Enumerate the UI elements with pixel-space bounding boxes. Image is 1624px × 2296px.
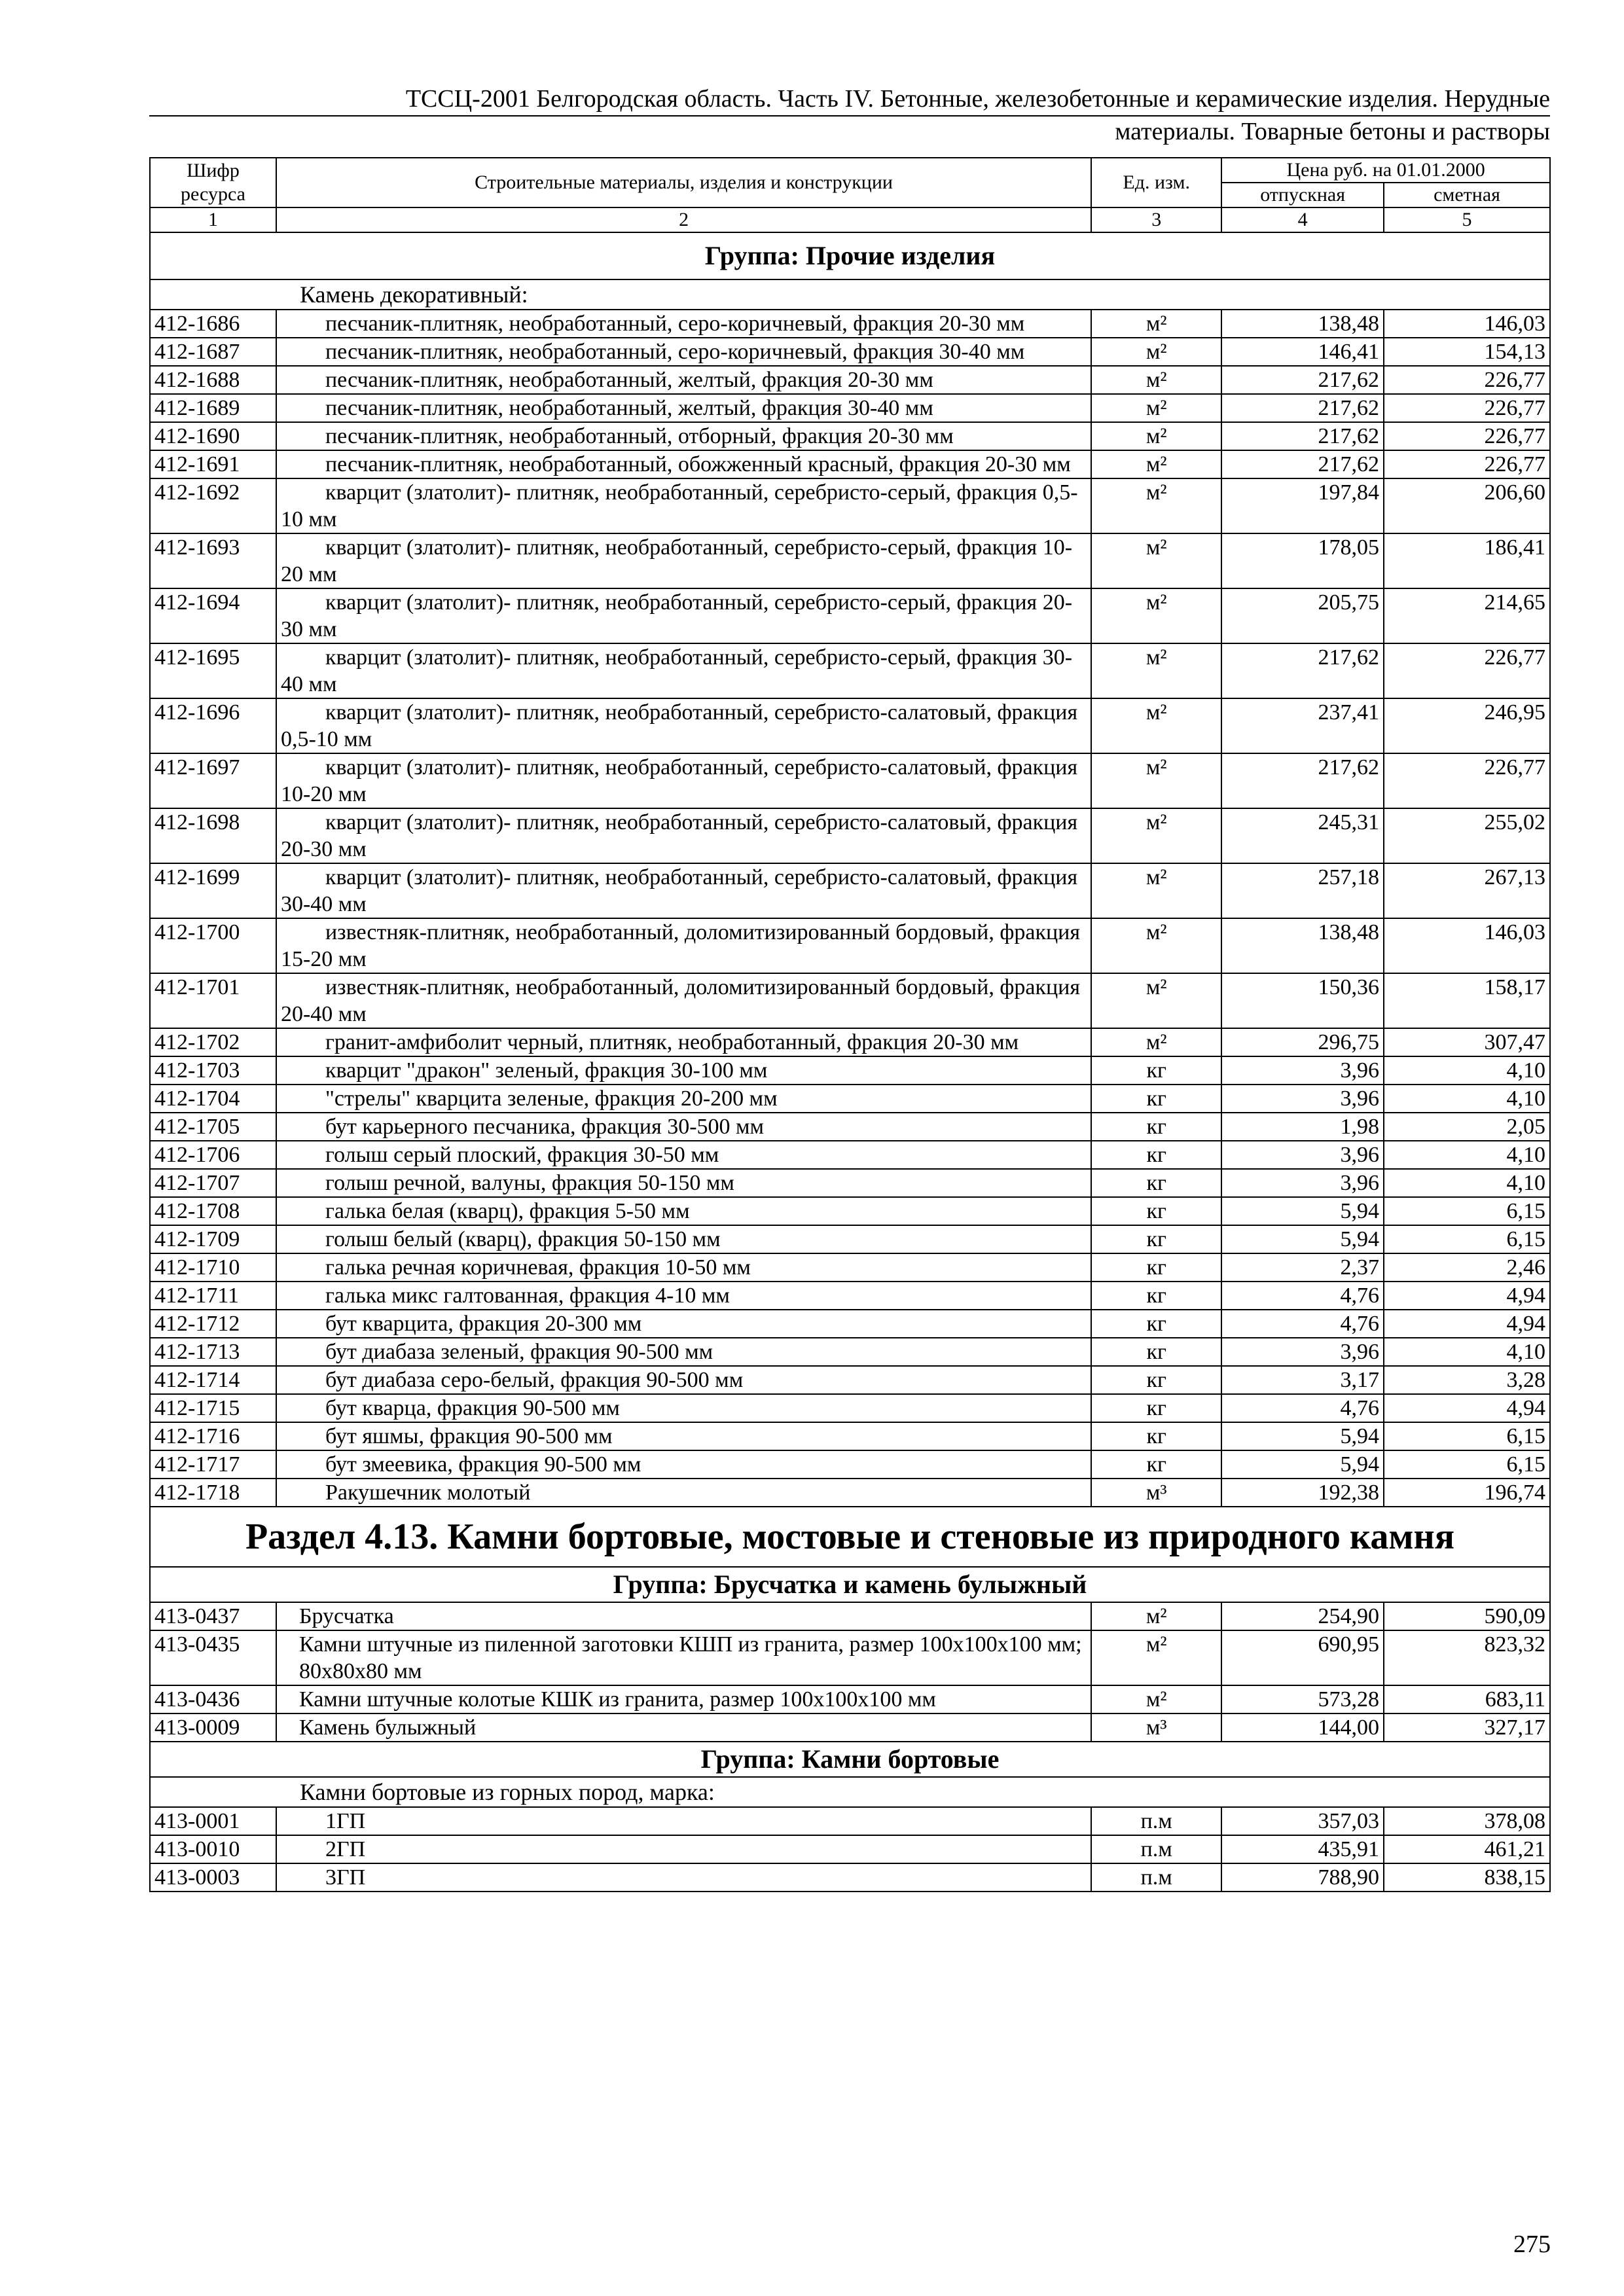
table-row — [150, 1113, 1550, 1141]
release-price-cell: 254,90 — [1221, 1602, 1384, 1630]
table-row — [150, 1366, 1550, 1394]
material-name-cell: кварцит "дракон" зеленый, фракция 30-100 мм — [276, 1056, 1091, 1085]
release-price-cell: 150,36 — [1221, 973, 1384, 1028]
unit-cell: кг — [1091, 1253, 1221, 1282]
release-price-cell: 1,98 — [1221, 1113, 1384, 1141]
estimate-price-cell: 226,77 — [1384, 753, 1550, 808]
unit-cell: м² — [1091, 533, 1221, 588]
table-row — [150, 1028, 1550, 1056]
release-price-cell: 237,41 — [1221, 698, 1384, 753]
material-name-cell: 2ГП — [276, 1835, 1091, 1863]
table-row — [150, 394, 1550, 422]
resource-code-cell: 412-1703 — [150, 1056, 276, 1085]
column-header-price: Цена руб. на 01.01.2000 — [1221, 158, 1550, 183]
table-row — [150, 478, 1550, 533]
group-title-row — [150, 232, 1550, 279]
group-rows — [150, 310, 1550, 1507]
unit-cell: м³ — [1091, 1479, 1221, 1507]
table-row — [150, 450, 1550, 478]
table-row — [150, 422, 1550, 450]
table-row — [150, 1338, 1550, 1366]
table-row — [150, 1863, 1550, 1892]
release-price-cell: 4,76 — [1221, 1310, 1384, 1338]
resource-code-cell: 413-0009 — [150, 1713, 276, 1742]
material-name-cell: песчаник-плитняк, необработанный, обожженный красный, фракция 20-30 мм — [276, 450, 1091, 478]
release-price-cell: 217,62 — [1221, 394, 1384, 422]
estimate-price-cell: 206,60 — [1384, 478, 1550, 533]
material-name-cell: кварцит (златолит)- плитняк, необработанный, серебристо-салатовый, фракция 30-40 мм — [276, 863, 1091, 918]
release-price-cell: 5,94 — [1221, 1450, 1384, 1479]
price-table-body — [150, 232, 1550, 310]
column-number: 3 — [1091, 207, 1221, 232]
release-price-cell: 788,90 — [1221, 1863, 1384, 1892]
column-header-name: Строительные материалы, изделия и конструкции — [276, 158, 1091, 207]
release-price-cell: 5,94 — [1221, 1197, 1384, 1225]
material-name-cell: 1ГП — [276, 1807, 1091, 1835]
estimate-price-cell: 307,47 — [1384, 1028, 1550, 1056]
estimate-price-cell: 4,10 — [1384, 1056, 1550, 1085]
release-price-cell: 3,96 — [1221, 1169, 1384, 1197]
estimate-price-cell: 2,05 — [1384, 1113, 1550, 1141]
resource-code-cell: 412-1699 — [150, 863, 276, 918]
material-name-cell: кварцит (златолит)- плитняк, необработанный, серебристо-серый, фракция 0,5-10 мм — [276, 478, 1091, 533]
unit-cell: м² — [1091, 753, 1221, 808]
unit-cell: кг — [1091, 1169, 1221, 1197]
column-number: 5 — [1384, 207, 1550, 232]
estimate-price-cell: 158,17 — [1384, 973, 1550, 1028]
unit-cell: м² — [1091, 698, 1221, 753]
unit-cell: кг — [1091, 1282, 1221, 1310]
material-name-cell: голыш речной, валуны, фракция 50-150 мм — [276, 1169, 1091, 1197]
table-row — [150, 753, 1550, 808]
estimate-price-cell: 6,15 — [1384, 1225, 1550, 1253]
resource-code-cell: 412-1713 — [150, 1338, 276, 1366]
estimate-price-cell: 4,94 — [1384, 1310, 1550, 1338]
table-row — [150, 588, 1550, 643]
estimate-price-cell: 214,65 — [1384, 588, 1550, 643]
resource-code-cell: 412-1704 — [150, 1085, 276, 1113]
material-name-cell: известняк-плитняк, необработанный, доломитизированный бордовый, фракция 15-20 мм — [276, 918, 1091, 973]
estimate-price-cell: 4,94 — [1384, 1394, 1550, 1422]
table-row — [150, 973, 1550, 1028]
material-name-cell: песчаник-плитняк, необработанный, желтый, фракция 20-30 мм — [276, 366, 1091, 394]
release-price-cell: 435,91 — [1221, 1835, 1384, 1863]
resource-code-cell: 412-1692 — [150, 478, 276, 533]
material-name-cell: бут змеевика, фракция 90-500 мм — [276, 1450, 1091, 1479]
resource-code-cell: 412-1689 — [150, 394, 276, 422]
unit-cell: кг — [1091, 1113, 1221, 1141]
section-block — [150, 1507, 1550, 1602]
column-numbers-row — [150, 207, 1550, 232]
unit-cell: м² — [1091, 918, 1221, 973]
material-name-cell: галька белая (кварц), фракция 5-50 мм — [276, 1197, 1091, 1225]
subgroup-title: Камень декоративный: — [150, 279, 1550, 310]
resource-code-cell: 413-0003 — [150, 1863, 276, 1892]
resource-code-cell: 412-1702 — [150, 1028, 276, 1056]
release-price-cell: 217,62 — [1221, 450, 1384, 478]
release-price-cell: 296,75 — [1221, 1028, 1384, 1056]
column-number: 1 — [150, 207, 276, 232]
resource-code-cell: 413-0436 — [150, 1685, 276, 1713]
release-price-cell: 217,62 — [1221, 422, 1384, 450]
unit-cell: кг — [1091, 1450, 1221, 1479]
estimate-price-cell: 246,95 — [1384, 698, 1550, 753]
release-price-cell: 257,18 — [1221, 863, 1384, 918]
estimate-price-cell: 226,77 — [1384, 643, 1550, 698]
release-price-cell: 3,17 — [1221, 1366, 1384, 1394]
page-number: 275 — [1513, 2231, 1551, 2258]
estimate-price-cell: 683,11 — [1384, 1685, 1550, 1713]
material-name-cell: бут яшмы, фракция 90-500 мм — [276, 1422, 1091, 1450]
group-title: Группа: Прочие изделия — [150, 232, 1550, 279]
group-rows — [150, 1807, 1550, 1892]
resource-code-cell: 412-1691 — [150, 450, 276, 478]
resource-code-cell: 412-1707 — [150, 1169, 276, 1197]
material-name-cell: галька речная коричневая, фракция 10-50 мм — [276, 1253, 1091, 1282]
resource-code-cell: 413-0001 — [150, 1807, 276, 1835]
table-row — [150, 338, 1550, 366]
unit-cell: кг — [1091, 1394, 1221, 1422]
table-row — [150, 1602, 1550, 1630]
estimate-price-cell: 4,10 — [1384, 1085, 1550, 1113]
unit-cell: м² — [1091, 1602, 1221, 1630]
material-name-cell: "стрелы" кварцита зеленые, фракция 20-200 мм — [276, 1085, 1091, 1113]
resource-code-cell: 412-1717 — [150, 1450, 276, 1479]
material-name-cell: кварцит (златолит)- плитняк, необработанный, серебристо-серый, фракция 10-20 мм — [276, 533, 1091, 588]
release-price-cell: 192,38 — [1221, 1479, 1384, 1507]
unit-cell: п.м — [1091, 1835, 1221, 1863]
header-title-line-1: ТССЦ-2001 Белгородская область. Часть IV. Бетонные, железобетонные и керамические изделия. Нерудные — [405, 85, 1550, 113]
group-rows — [150, 1602, 1550, 1742]
estimate-price-cell: 196,74 — [1384, 1479, 1550, 1507]
material-name-cell: бут карьерного песчаника, фракция 30-500 мм — [276, 1113, 1091, 1141]
unit-cell: м³ — [1091, 1713, 1221, 1742]
material-name-cell: кварцит (златолит)- плитняк, необработанный, серебристо-салатовый, фракция 20-30 мм — [276, 808, 1091, 863]
material-name-cell: Ракушечник молотый — [276, 1479, 1091, 1507]
price-table — [149, 157, 1551, 1892]
material-name-cell: кварцит (златолит)- плитняк, необработанный, серебристо-салатовый, фракция 10-20 мм — [276, 753, 1091, 808]
resource-code-cell: 412-1706 — [150, 1141, 276, 1169]
table-row — [150, 863, 1550, 918]
table-row — [150, 1085, 1550, 1113]
unit-cell: м² — [1091, 808, 1221, 863]
section-title-row — [150, 1507, 1550, 1567]
resource-code-cell: 412-1688 — [150, 366, 276, 394]
unit-cell: м² — [1091, 422, 1221, 450]
estimate-price-cell: 378,08 — [1384, 1807, 1550, 1835]
unit-cell: м² — [1091, 863, 1221, 918]
release-price-cell: 197,84 — [1221, 478, 1384, 533]
unit-cell: кг — [1091, 1056, 1221, 1085]
estimate-price-cell: 226,77 — [1384, 422, 1550, 450]
column-number: 4 — [1221, 207, 1384, 232]
unit-cell: м² — [1091, 973, 1221, 1028]
estimate-price-cell: 838,15 — [1384, 1863, 1550, 1892]
estimate-price-cell: 2,46 — [1384, 1253, 1550, 1282]
unit-cell: кг — [1091, 1422, 1221, 1450]
resource-code-cell: 412-1697 — [150, 753, 276, 808]
resource-code-cell: 412-1700 — [150, 918, 276, 973]
page-header — [149, 84, 1550, 147]
unit-cell: кг — [1091, 1141, 1221, 1169]
release-price-cell: 573,28 — [1221, 1685, 1384, 1713]
release-price-cell: 217,62 — [1221, 643, 1384, 698]
column-number: 2 — [276, 207, 1091, 232]
material-name-cell: Камни штучные из пиленной заготовки КШП из гранита, размер 100х100х100 мм; 80х80х80 мм — [276, 1630, 1091, 1685]
material-name-cell: песчаник-плитняк, необработанный, серо-коричневый, фракция 30-40 мм — [276, 338, 1091, 366]
table-row — [150, 1310, 1550, 1338]
table-row — [150, 808, 1550, 863]
unit-cell: п.м — [1091, 1863, 1221, 1892]
header-title-line-2: материалы. Товарные бетоны и растворы — [1115, 118, 1550, 145]
table-row — [150, 1807, 1550, 1835]
estimate-price-cell: 255,02 — [1384, 808, 1550, 863]
table-row — [150, 1197, 1550, 1225]
material-name-cell: известняк-плитняк, необработанный, доломитизированный бордовый, фракция 20-40 мм — [276, 973, 1091, 1028]
column-header-code: Шифр ресурса — [150, 158, 276, 207]
estimate-price-cell: 267,13 — [1384, 863, 1550, 918]
table-row — [150, 1169, 1550, 1197]
estimate-price-cell: 154,13 — [1384, 338, 1550, 366]
unit-cell: кг — [1091, 1310, 1221, 1338]
material-name-cell: гранит-амфиболит черный, плитняк, необработанный, фракция 20-30 мм — [276, 1028, 1091, 1056]
release-price-cell: 3,96 — [1221, 1141, 1384, 1169]
table-row — [150, 1282, 1550, 1310]
unit-cell: кг — [1091, 1366, 1221, 1394]
resource-code-cell: 412-1709 — [150, 1225, 276, 1253]
column-header-price-release: отпускная — [1221, 183, 1384, 207]
release-price-cell: 217,62 — [1221, 366, 1384, 394]
resource-code-cell: 412-1705 — [150, 1113, 276, 1141]
estimate-price-cell: 3,28 — [1384, 1366, 1550, 1394]
release-price-cell: 5,94 — [1221, 1225, 1384, 1253]
material-name-cell: песчаник-плитняк, необработанный, отборный, фракция 20-30 мм — [276, 422, 1091, 450]
release-price-cell: 3,96 — [1221, 1056, 1384, 1085]
estimate-price-cell: 226,77 — [1384, 450, 1550, 478]
unit-cell: м² — [1091, 310, 1221, 338]
subgroup-title-row — [150, 279, 1550, 310]
estimate-price-cell: 146,03 — [1384, 918, 1550, 973]
group-title: Группа: Камни бортовые — [150, 1742, 1550, 1777]
estimate-price-cell: 6,15 — [1384, 1197, 1550, 1225]
resource-code-cell: 412-1690 — [150, 422, 276, 450]
estimate-price-cell: 4,94 — [1384, 1282, 1550, 1310]
estimate-price-cell: 4,10 — [1384, 1338, 1550, 1366]
estimate-price-cell: 186,41 — [1384, 533, 1550, 588]
unit-cell: кг — [1091, 1225, 1221, 1253]
resource-code-cell: 412-1701 — [150, 973, 276, 1028]
table-row — [150, 1225, 1550, 1253]
material-name-cell: бут кварца, фракция 90-500 мм — [276, 1394, 1091, 1422]
unit-cell: кг — [1091, 1197, 1221, 1225]
material-name-cell: бут диабаза серо-белый, фракция 90-500 мм — [276, 1366, 1091, 1394]
resource-code-cell: 412-1694 — [150, 588, 276, 643]
unit-cell: п.м — [1091, 1807, 1221, 1835]
unit-cell: м² — [1091, 394, 1221, 422]
group-title: Группа: Брусчатка и камень булыжный — [150, 1567, 1550, 1602]
estimate-price-cell: 4,10 — [1384, 1141, 1550, 1169]
table-row — [150, 1450, 1550, 1479]
unit-cell: м² — [1091, 588, 1221, 643]
group-title-row — [150, 1567, 1550, 1602]
release-price-cell: 138,48 — [1221, 310, 1384, 338]
estimate-price-cell: 327,17 — [1384, 1713, 1550, 1742]
table-row — [150, 1056, 1550, 1085]
column-header-unit: Ед. изм. — [1091, 158, 1221, 207]
release-price-cell: 245,31 — [1221, 808, 1384, 863]
subgroup-title: Камни бортовые из горных пород, марка: — [150, 1777, 1550, 1807]
table-row — [150, 1422, 1550, 1450]
resource-code-cell: 412-1714 — [150, 1366, 276, 1394]
section-title: Раздел 4.13. Камни бортовые, мостовые и стеновые из природного камня — [150, 1507, 1550, 1567]
resource-code-cell: 412-1710 — [150, 1253, 276, 1282]
estimate-price-cell: 6,15 — [1384, 1450, 1550, 1479]
table-row — [150, 1630, 1550, 1685]
estimate-price-cell: 226,77 — [1384, 366, 1550, 394]
resource-code-cell: 412-1696 — [150, 698, 276, 753]
material-name-cell: Камень булыжный — [276, 1713, 1091, 1742]
release-price-cell: 178,05 — [1221, 533, 1384, 588]
release-price-cell: 3,96 — [1221, 1338, 1384, 1366]
table-row — [150, 643, 1550, 698]
table-row — [150, 310, 1550, 338]
unit-cell: м² — [1091, 1630, 1221, 1685]
unit-cell: м² — [1091, 450, 1221, 478]
material-name-cell: голыш серый плоский, фракция 30-50 мм — [276, 1141, 1091, 1169]
release-price-cell: 4,76 — [1221, 1282, 1384, 1310]
resource-code-cell: 412-1698 — [150, 808, 276, 863]
material-name-cell: бут кварцита, фракция 20-300 мм — [276, 1310, 1091, 1338]
unit-cell: кг — [1091, 1338, 1221, 1366]
material-name-cell: Брусчатка — [276, 1602, 1091, 1630]
table-row — [150, 366, 1550, 394]
release-price-cell: 5,94 — [1221, 1422, 1384, 1450]
unit-cell: м² — [1091, 366, 1221, 394]
table-row — [150, 1713, 1550, 1742]
material-name-cell: песчаник-плитняк, необработанный, желтый, фракция 30-40 мм — [276, 394, 1091, 422]
material-name-cell: кварцит (златолит)- плитняк, необработанный, серебристо-серый, фракция 30-40 мм — [276, 643, 1091, 698]
resource-code-cell: 412-1687 — [150, 338, 276, 366]
material-name-cell: галька микс галтованная, фракция 4-10 мм — [276, 1282, 1091, 1310]
release-price-cell: 2,37 — [1221, 1253, 1384, 1282]
release-price-cell: 138,48 — [1221, 918, 1384, 973]
resource-code-cell: 413-0437 — [150, 1602, 276, 1630]
resource-code-cell: 412-1708 — [150, 1197, 276, 1225]
table-row — [150, 918, 1550, 973]
resource-code-cell: 412-1718 — [150, 1479, 276, 1507]
material-name-cell: песчаник-плитняк, необработанный, серо-коричневый, фракция 20-30 мм — [276, 310, 1091, 338]
group-title-row — [150, 1742, 1550, 1777]
resource-code-cell: 412-1712 — [150, 1310, 276, 1338]
estimate-price-cell: 590,09 — [1384, 1602, 1550, 1630]
resource-code-cell: 413-0010 — [150, 1835, 276, 1863]
unit-cell: м² — [1091, 643, 1221, 698]
unit-cell: м² — [1091, 338, 1221, 366]
release-price-cell: 205,75 — [1221, 588, 1384, 643]
material-name-cell: кварцит (златолит)- плитняк, необработанный, серебристо-серый, фракция 20-30 мм — [276, 588, 1091, 643]
table-row — [150, 1253, 1550, 1282]
release-price-cell: 217,62 — [1221, 753, 1384, 808]
unit-cell: м² — [1091, 1028, 1221, 1056]
estimate-price-cell: 461,21 — [1384, 1835, 1550, 1863]
table-row — [150, 1685, 1550, 1713]
material-name-cell: Камни штучные колотые КШК из гранита, размер 100х100х100 мм — [276, 1685, 1091, 1713]
release-price-cell: 357,03 — [1221, 1807, 1384, 1835]
release-price-cell: 690,95 — [1221, 1630, 1384, 1685]
resource-code-cell: 412-1693 — [150, 533, 276, 588]
material-name-cell: голыш белый (кварц), фракция 50-150 мм — [276, 1225, 1091, 1253]
release-price-cell: 144,00 — [1221, 1713, 1384, 1742]
unit-cell: м² — [1091, 1685, 1221, 1713]
resource-code-cell: 412-1716 — [150, 1422, 276, 1450]
estimate-price-cell: 146,03 — [1384, 310, 1550, 338]
column-header-price-estimate: сметная — [1384, 183, 1550, 207]
release-price-cell: 146,41 — [1221, 338, 1384, 366]
subgroup-title-row — [150, 1777, 1550, 1807]
unit-cell: кг — [1091, 1085, 1221, 1113]
resource-code-cell: 412-1711 — [150, 1282, 276, 1310]
resource-code-cell: 412-1686 — [150, 310, 276, 338]
resource-code-cell: 412-1715 — [150, 1394, 276, 1422]
estimate-price-cell: 823,32 — [1384, 1630, 1550, 1685]
estimate-price-cell: 226,77 — [1384, 394, 1550, 422]
table-row — [150, 1141, 1550, 1169]
material-name-cell: кварцит (златолит)- плитняк, необработанный, серебристо-салатовый, фракция 0,5-10 мм — [276, 698, 1091, 753]
table-row — [150, 1394, 1550, 1422]
table-row — [150, 533, 1550, 588]
release-price-cell: 4,76 — [1221, 1394, 1384, 1422]
resource-code-cell: 412-1695 — [150, 643, 276, 698]
table-row — [150, 698, 1550, 753]
material-name-cell: 3ГП — [276, 1863, 1091, 1892]
group-block — [150, 1742, 1550, 1807]
table-row — [150, 1479, 1550, 1507]
material-name-cell: бут диабаза зеленый, фракция 90-500 мм — [276, 1338, 1091, 1366]
table-row — [150, 1835, 1550, 1863]
estimate-price-cell: 4,10 — [1384, 1169, 1550, 1197]
resource-code-cell: 413-0435 — [150, 1630, 276, 1685]
estimate-price-cell: 6,15 — [1384, 1422, 1550, 1450]
release-price-cell: 3,96 — [1221, 1085, 1384, 1113]
unit-cell: м² — [1091, 478, 1221, 533]
